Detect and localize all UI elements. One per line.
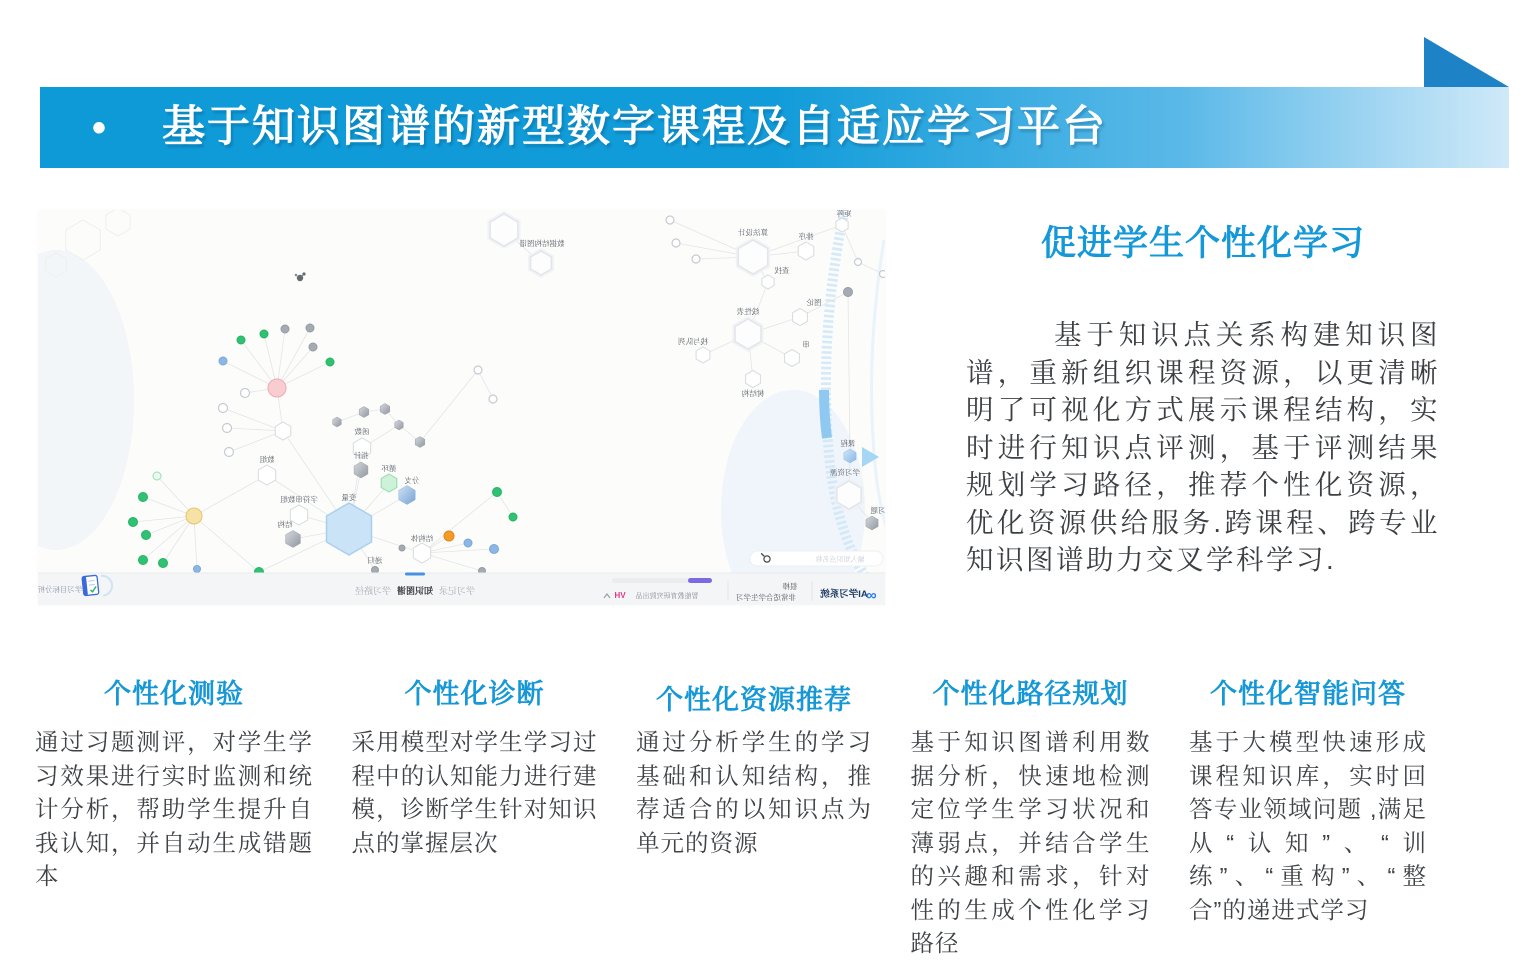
- graph-node-cube[interactable]: [333, 417, 342, 427]
- graph-node-hex[interactable]: [490, 214, 518, 246]
- graph-node-label: 学习资源: [830, 468, 860, 477]
- feature-title: 个性化诊断: [404, 679, 545, 709]
- graph-node[interactable]: [509, 513, 517, 521]
- graph-node-label: 算法设计: [738, 228, 768, 237]
- graph-node[interactable]: [399, 545, 405, 551]
- graph-node[interactable]: [855, 259, 862, 266]
- graph-node[interactable]: [490, 545, 499, 554]
- section-paragraph: 基于知识点关系构建知识图谱，重新组织课程资源，以更清晰明了可视化方式展示课程结构，实时进行知识点评测，基于评测结果规划学习路径，推荐个性化资源，优化资源供给服务.跨课程、跨专业知识图谱助力交叉学科学习.: [966, 319, 1440, 575]
- graph-node-label: 图论: [806, 298, 822, 307]
- graph-node-label: 指针: [353, 451, 369, 460]
- brand-label: AI学习系统: [820, 589, 868, 600]
- graph-node[interactable]: [464, 539, 472, 547]
- graph-node-hex[interactable]: [793, 309, 808, 326]
- graph-node-hex[interactable]: [837, 481, 861, 509]
- title-banner: [40, 87, 1509, 168]
- graph-node[interactable]: [260, 330, 268, 338]
- graph-node-hex[interactable]: [738, 240, 767, 274]
- graph-node[interactable]: [223, 424, 232, 433]
- graph-node-hex[interactable]: [735, 319, 761, 349]
- search-placeholder: 输入知识点名称: [815, 556, 865, 564]
- graph-node-hex[interactable]: [531, 251, 552, 275]
- graph-node[interactable]: [142, 531, 151, 540]
- tab-indicator: [405, 573, 425, 576]
- graph-node-label: 递归: [367, 556, 383, 565]
- tab-3[interactable]: 学习记录: [438, 586, 476, 596]
- graph-node-hex[interactable]: [785, 350, 800, 367]
- graph-node-label: 分支: [404, 476, 420, 485]
- feature-personalized-qa: [1189, 672, 1427, 961]
- tab-1[interactable]: 学习路径: [354, 586, 392, 596]
- graph-node-label: 结构: [277, 520, 293, 529]
- graph-node[interactable]: [474, 366, 482, 374]
- graph-node-label: 字符串数组: [280, 495, 318, 504]
- graph-node[interactable]: [372, 567, 379, 574]
- feature-personalized-path: [911, 672, 1151, 961]
- graph-node-label: 函数: [354, 427, 370, 436]
- graph-node[interactable]: [444, 531, 454, 541]
- graph-node-cube[interactable]: [395, 420, 404, 430]
- graph-node-label: 习题: [870, 506, 885, 515]
- feature-title: 个性化路径规划: [932, 679, 1129, 709]
- feature-body: 基于大模型快速形成课程知识库，实时回答专业领域问题 ,满足从“认知”、“训练”、“重构”、“整合”的递进式学习: [1189, 729, 1427, 923]
- partner-label: 智能教育研究院出品: [635, 593, 699, 600]
- feature-title: 个性化资源推荐: [656, 685, 852, 715]
- graph-node-hex[interactable]: [762, 275, 774, 289]
- bottom-left-label: 学习目标分析: [38, 585, 83, 594]
- graph-node-label: 栈与队列: [678, 337, 708, 346]
- infinity-logo-icon: ∞: [866, 587, 877, 604]
- right-panel: [966, 216, 1440, 579]
- graph-node-label: 树结构: [741, 389, 765, 398]
- graph-node[interactable]: [493, 488, 502, 497]
- platform-screenshot[interactable]: [38, 210, 885, 605]
- feature-body: 采用模型对学生学习过程中的认知能力进行建模，诊断学生针对知识点的掌握层次: [351, 729, 598, 856]
- graph-node[interactable]: [672, 239, 680, 247]
- tab-2[interactable]: 知识图谱: [396, 586, 434, 596]
- graph-node[interactable]: [194, 566, 201, 573]
- graph-node[interactable]: [281, 325, 289, 333]
- partner-logo: VH: [614, 591, 626, 600]
- graph-node-label: 数据结构图谱: [519, 239, 565, 248]
- feature-personalized-test: [35, 672, 313, 961]
- graph-node[interactable]: [309, 343, 317, 351]
- graph-node[interactable]: [880, 271, 886, 278]
- graph-node[interactable]: [219, 404, 228, 413]
- knowledge-graph-canvas[interactable]: [38, 210, 885, 605]
- graph-node-label: 排序: [798, 232, 814, 241]
- graph-node[interactable]: [225, 448, 234, 457]
- graph-node[interactable]: [139, 493, 148, 502]
- feature-title: 个性化测验: [104, 679, 244, 709]
- feature-columns: [35, 672, 1427, 961]
- graph-node[interactable]: [268, 379, 286, 397]
- graph-node-label: 数组: [259, 455, 275, 464]
- graph-node[interactable]: [186, 508, 202, 524]
- feature-body: 通过分析学生的学习基础和认知结构，推荐适合的以知识点为单元的资源: [636, 729, 872, 856]
- graph-node-label: 结构体: [410, 534, 434, 543]
- graph-node-hex[interactable]: [696, 347, 710, 363]
- graph-node[interactable]: [129, 518, 138, 527]
- graph-node-label: 课程: [840, 439, 856, 448]
- arc-solid-segment: [824, 390, 827, 438]
- graph-node-label: 线性表: [736, 307, 760, 316]
- graph-node-hex[interactable]: [798, 242, 814, 260]
- progress-bar-fill: [688, 578, 712, 583]
- graph-node[interactable]: [666, 216, 674, 224]
- graph-node-hex[interactable]: [413, 543, 430, 563]
- review-line2: 非常适合学生学习: [736, 593, 796, 602]
- feature-title: 个性化智能问答: [1210, 679, 1406, 709]
- page-title: 基于知识图谱的新型数字课程及自适应学习平台: [162, 103, 1108, 151]
- feature-body: 基于知识图谱利用数据分析，快速地检测定位学生学习状况和薄弱点，并结合学生的兴趣和需求，针对性的生成个性化学习路径: [910, 729, 1151, 956]
- corner-triangle: [1424, 37, 1509, 87]
- graph-node[interactable]: [139, 556, 148, 565]
- graph-node-hex[interactable]: [836, 218, 848, 232]
- section-heading: 促进学生个性化学习: [1040, 224, 1365, 263]
- graph-node[interactable]: [326, 358, 334, 366]
- feature-body: 通过习题测评，对学生学习效果进行实时监测和统计分析，帮助学生提升自我认知，并自动生成错题本: [35, 729, 313, 889]
- title-bullet: •: [92, 105, 107, 150]
- graph-node-hex[interactable]: [258, 465, 275, 485]
- graph-node[interactable]: [153, 472, 161, 480]
- graph-node-hex[interactable]: [746, 371, 761, 388]
- graph-node[interactable]: [306, 324, 314, 332]
- feature-personalized-resources: [636, 672, 872, 961]
- graph-node[interactable]: [219, 357, 227, 365]
- graph-node-label: 矩阵: [836, 210, 852, 218]
- graph-node[interactable]: [692, 255, 700, 263]
- feature-personalized-diagnosis: [352, 672, 598, 961]
- graph-node-label: 串: [802, 340, 810, 349]
- graph-node-label: 循环: [381, 464, 397, 473]
- graph-node-hex[interactable]: [381, 474, 397, 492]
- graph-node-label: 变量: [341, 493, 357, 502]
- graph-node[interactable]: [241, 389, 250, 398]
- review-line1: 很棒: [782, 582, 798, 591]
- graph-node[interactable]: [295, 274, 298, 277]
- graph-node[interactable]: [159, 559, 168, 568]
- graph-node[interactable]: [489, 395, 497, 403]
- graph-node-hex[interactable]: [275, 422, 291, 440]
- graph-node-label: 查找: [774, 266, 790, 275]
- graph-node[interactable]: [844, 288, 853, 297]
- graph-node[interactable]: [237, 336, 245, 344]
